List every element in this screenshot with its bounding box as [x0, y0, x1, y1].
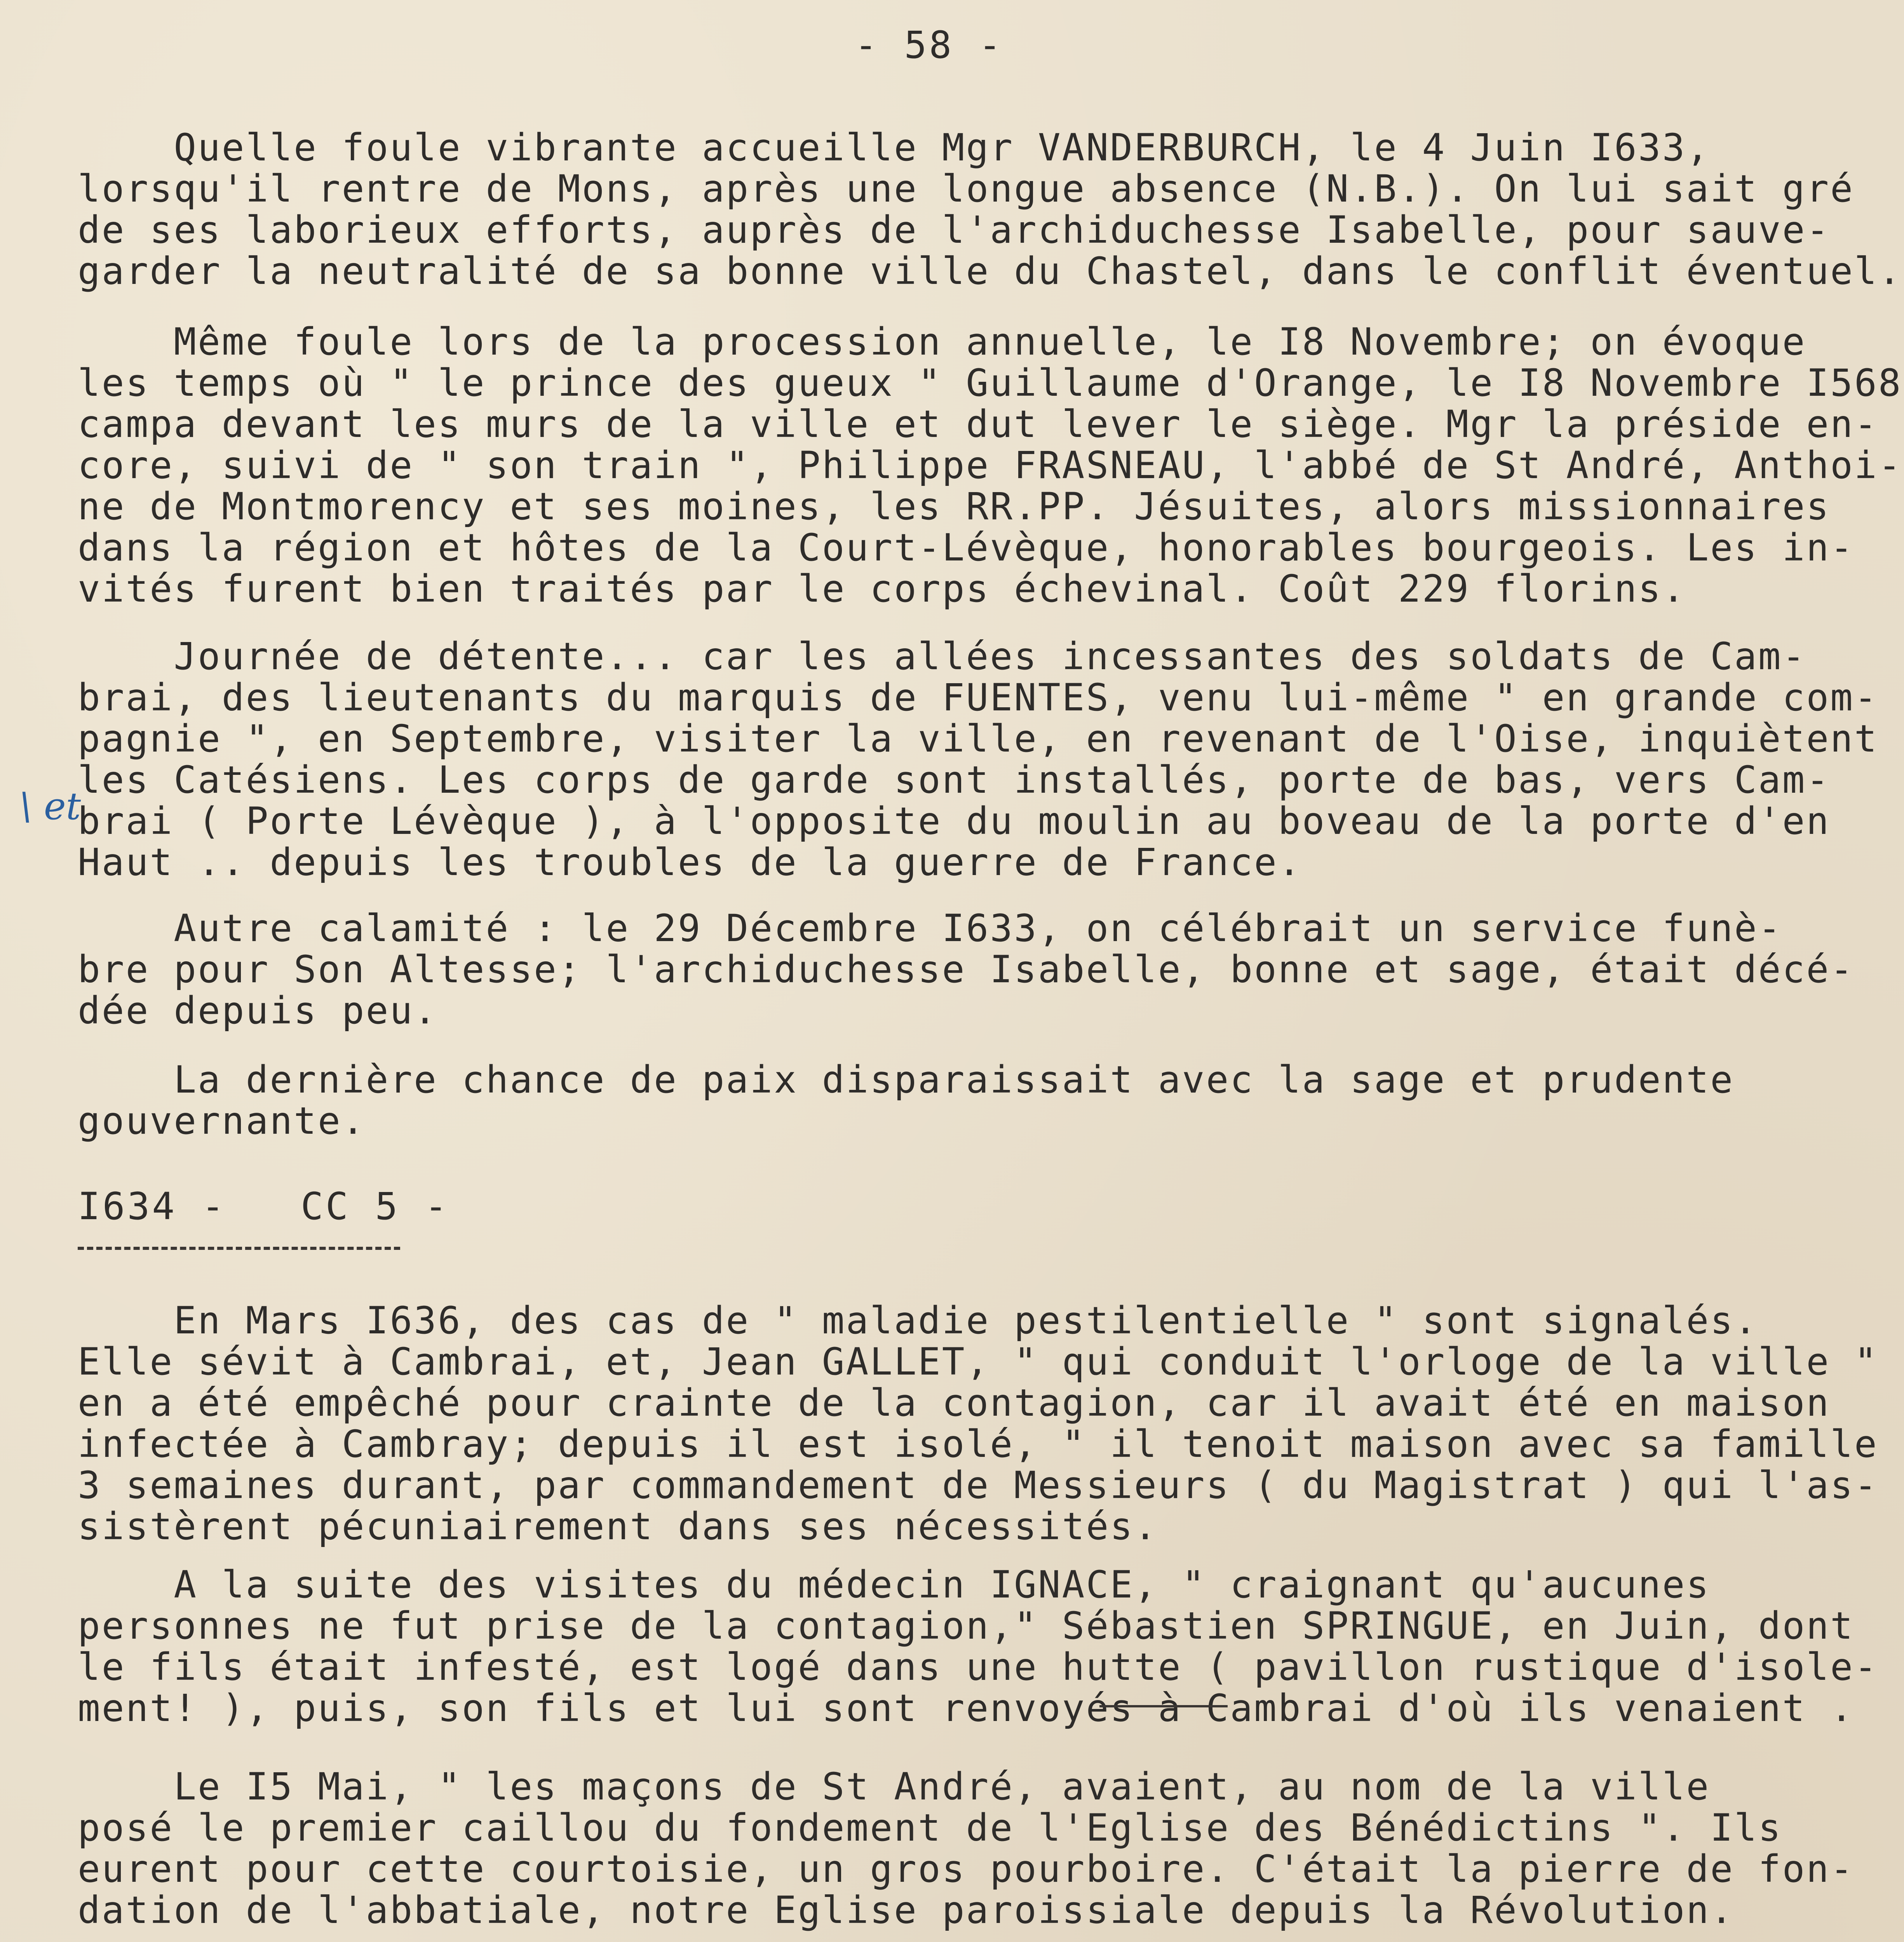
- text-line: pagnie ", en Septembre, visiter la ville, en revenant de l'Oise, inquiètent: [78, 717, 1878, 760]
- text-line: lorsqu'il rentre de Mons, après une longue absence (N.B.). On lui sait gré: [78, 167, 1854, 211]
- text-line: garder la neutralité de sa bonne ville du Chastel, dans le conflit éventuel.: [78, 249, 1902, 293]
- text-line: En Mars I636, des cas de " maladie pestilentielle " sont signalés.: [78, 1299, 1758, 1342]
- text-line: Haut .. depuis les troubles de la guerre de France.: [78, 840, 1302, 884]
- text-line: campa devant les murs de la ville et dut lever le siège. Mgr la préside en-: [78, 402, 1878, 446]
- text-line: dation de l'abbatiale, notre Eglise paroissiale depuis la Révolution.: [78, 1888, 1734, 1932]
- text-line: Autre calamité : le 29 Décembre I633, on célébrait un service funè-: [78, 907, 1782, 950]
- text-line: dans la région et hôtes de la Court-Lévèque, honorables bourgeois. Les in-: [78, 526, 1854, 569]
- text-line: brai ( Porte Lévèque ), à l'opposite du moulin au boveau de la porte d'en: [78, 799, 1831, 843]
- text-line: de ses laborieux efforts, auprès de l'archiduchesse Isabelle, pour sauve-: [78, 208, 1831, 252]
- text-line: 3 semaines durant, par commandement de Messieurs ( du Magistrat ) qui l'as-: [78, 1463, 1878, 1507]
- handwritten-margin-note: \ et: [19, 785, 81, 828]
- text-line: gouvernante.: [78, 1099, 366, 1143]
- section-heading-rule: [78, 1247, 400, 1250]
- word-underline: [1099, 1705, 1228, 1707]
- text-line: dée depuis peu.: [78, 989, 438, 1032]
- text-line: ne de Montmorency et ses moines, les RR.PP. Jésuites, alors missionnaires: [78, 485, 1831, 528]
- text-line: personnes ne fut prise de la contagion," Sébastien SPRINGUE, en Juin, dont: [78, 1604, 1854, 1648]
- text-line: vités furent bien traités par le corps échevinal. Coût 229 florins.: [78, 567, 1686, 611]
- text-line: Elle sévit à Cambrai, et, Jean GALLET, " qui conduit l'orloge de la ville ": [78, 1340, 1878, 1383]
- section-heading: I634 - CC 5 -: [78, 1185, 449, 1228]
- text-line: en a été empêché pour crainte de la contagion, car il avait été en maison: [78, 1381, 1831, 1425]
- text-line: posé le premier caillou du fondement de l'Eglise des Bénédictins ". Ils: [78, 1806, 1782, 1850]
- text-line: Journée de détente... car les allées incessantes des soldats de Cam-: [78, 635, 1806, 678]
- text-line: les Catésiens. Les corps de garde sont installés, porte de bas, vers Cam-: [78, 758, 1831, 802]
- text-line: brai, des lieutenants du marquis de FUENTES, venu lui-même " en grande com-: [78, 676, 1878, 719]
- text-line: les temps où " le prince des gueux " Guillaume d'Orange, le I8 Novembre I568: [78, 361, 1902, 405]
- text-line: La dernière chance de paix disparaissait avec la sage et prudente: [78, 1058, 1734, 1102]
- text-line: Le I5 Mai, " les maçons de St André, avaient, au nom de la ville: [78, 1765, 1711, 1808]
- text-line: infectée à Cambray; depuis il est isolé, " il tenoit maison avec sa famille: [78, 1422, 1878, 1466]
- page-number: - 58 -: [855, 23, 1003, 67]
- text-line: ment! ), puis, son fils et lui sont renvoyés à Cambrai d'où ils venaient .: [78, 1686, 1854, 1730]
- text-line: sistèrent pécuniairement dans ses nécessités.: [78, 1505, 1158, 1548]
- text-line: bre pour Son Altesse; l'archiduchesse Isabelle, bonne et sage, était décé-: [78, 948, 1854, 991]
- text-line: eurent pour cette courtoisie, un gros pourboire. C'était la pierre de fon-: [78, 1847, 1854, 1891]
- text-line: Même foule lors de la procession annuelle, le I8 Novembre; on évoque: [78, 320, 1806, 364]
- text-line: core, suivi de " son train ", Philippe FRASNEAU, l'abbé de St André, Anthoi-: [78, 444, 1902, 487]
- text-line: Quelle foule vibrante accueille Mgr VANDERBURCH, le 4 Juin I633,: [78, 126, 1711, 169]
- text-line: le fils était infesté, est logé dans une hutte ( pavillon rustique d'isole-: [78, 1645, 1878, 1689]
- text-line: A la suite des visites du médecin IGNACE, " craignant qu'aucunes: [78, 1563, 1711, 1606]
